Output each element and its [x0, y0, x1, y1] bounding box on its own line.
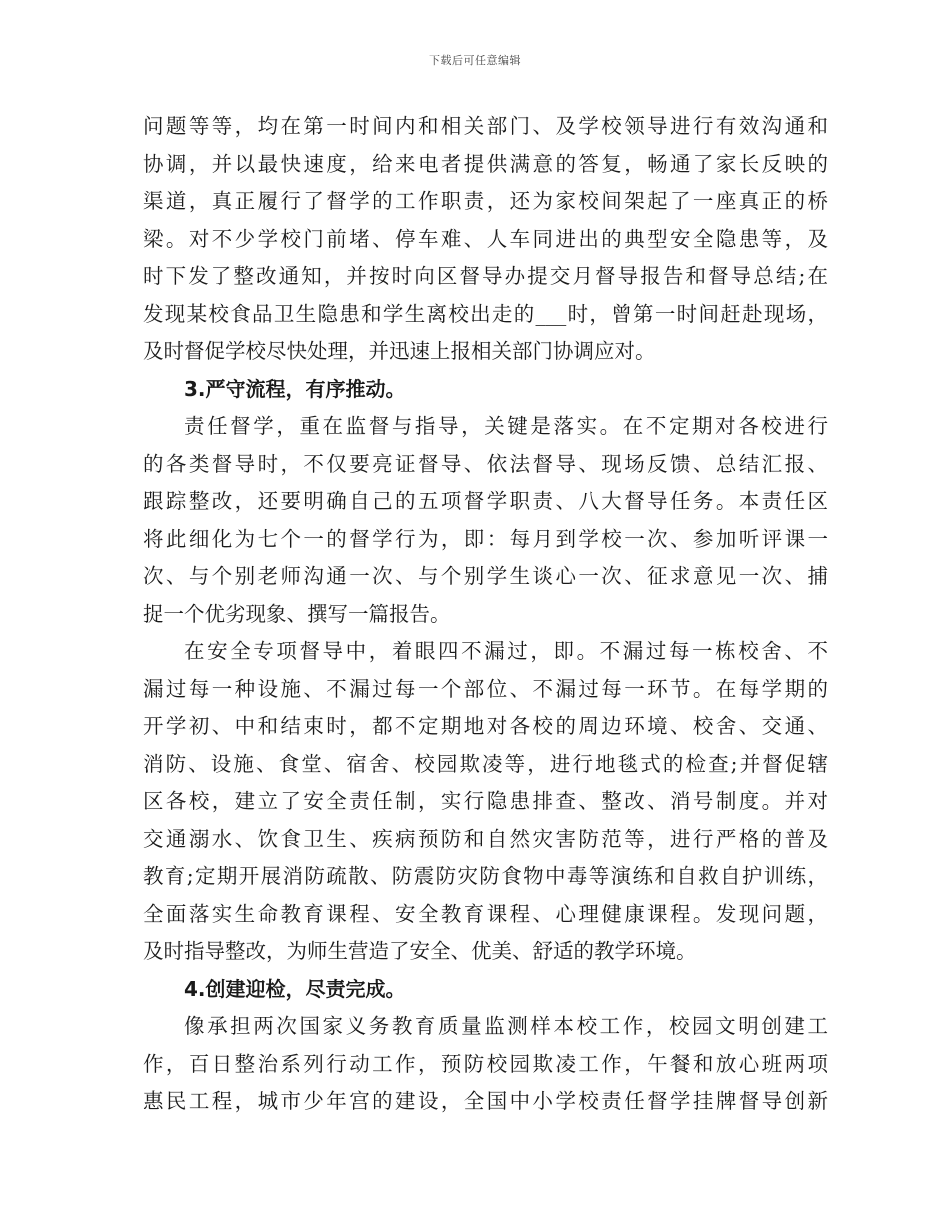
body-line: 教育;定期开展消防疏散、防震防灾防食物中毒等演练和自救自护训练， — [143, 864, 828, 888]
body-line: 跟踪整改，还要明确自己的五项督学职责、八大督导任务。本责任区 — [143, 489, 828, 513]
body-line: 漏过每一种设施、不漏过每一个部位、不漏过每一环节。在每学期的 — [143, 676, 828, 701]
section-heading-4: 4.创建迎检，尽责完成。 — [184, 976, 406, 1001]
body-line: 发现某校食品卫生隐患和学生离校出走的___时，曾第一时间赶赴现场， — [143, 301, 828, 326]
page-header: 下载后可任意编辑 — [429, 54, 521, 67]
body-line: 捉一个优劣现象、撰写一篇报告。 — [143, 601, 451, 626]
body-line: 惠民工程，城市少年宫的建设，全国中小学校责任督学挂牌督导创新 — [143, 1089, 828, 1113]
body-line: 区各校，建立了安全责任制，实行隐患排查、整改、消号制度。并对 — [143, 789, 828, 813]
body-line: 的各类督导时，不仅要亮证督导、依法督导、现场反馈、总结汇报、 — [143, 451, 828, 476]
body-line: 将此细化为七个一的督学行为，即：每月到学校一次、参加听评课一 — [143, 526, 828, 551]
body-line: 在安全专项督导中，着眼四不漏过，即。不漏过每一栋校舍、不 — [184, 639, 828, 663]
section-heading-3: 3.严守流程，有序推动。 — [184, 376, 406, 401]
body-line: 作，百日整治系列行动工作，预防校园欺凌工作，午餐和放心班两项 — [143, 1051, 828, 1076]
body-line: 问题等等，均在第一时间内和相关部门、及学校领导进行有效沟通和 — [143, 114, 828, 138]
body-line: 渠道，真正履行了督学的工作职责，还为家校间架起了一座真正的桥 — [143, 189, 828, 213]
body-line: 像承担两次国家义务教育质量监测样本校工作，校园文明创建工 — [184, 1014, 828, 1038]
body-line: 开学初、中和结束时，都不定期地对各校的周边环境、校舍、交通、 — [143, 714, 828, 738]
body-line: 责任督学，重在监督与指导，关键是落实。在不定期对各校进行 — [184, 414, 828, 438]
body-line: 梁。对不少学校门前堵、停车难、人车同进出的典型安全隐患等，及 — [143, 226, 828, 251]
body-line: 及时指导整改，为师生营造了安全、优美、舒适的教学环境。 — [143, 939, 697, 963]
body-line: 时下发了整改通知，并按时向区督导办提交月督导报告和督导总结;在 — [143, 264, 828, 288]
body-line: 及时督促学校尽快处理，并迅速上报相关部门协调应对。 — [143, 339, 656, 363]
body-line: 交通溺水、饮食卫生、疾病预防和自然灾害防范等，进行严格的普及 — [143, 826, 828, 851]
body-line: 消防、设施、食堂、宿舍、校园欺凌等，进行地毯式的检查;并督促辖 — [143, 751, 828, 776]
body-line: 次、与个别老师沟通一次、与个别学生谈心一次、征求意见一次、捕 — [143, 564, 828, 588]
body-line: 全面落实生命教育课程、安全教育课程、心理健康课程。发现问题， — [143, 901, 828, 926]
document-body — [143, 108, 828, 1121]
body-line: 协调，并以最快速度，给来电者提供满意的答复，畅通了家长反映的 — [143, 151, 828, 176]
